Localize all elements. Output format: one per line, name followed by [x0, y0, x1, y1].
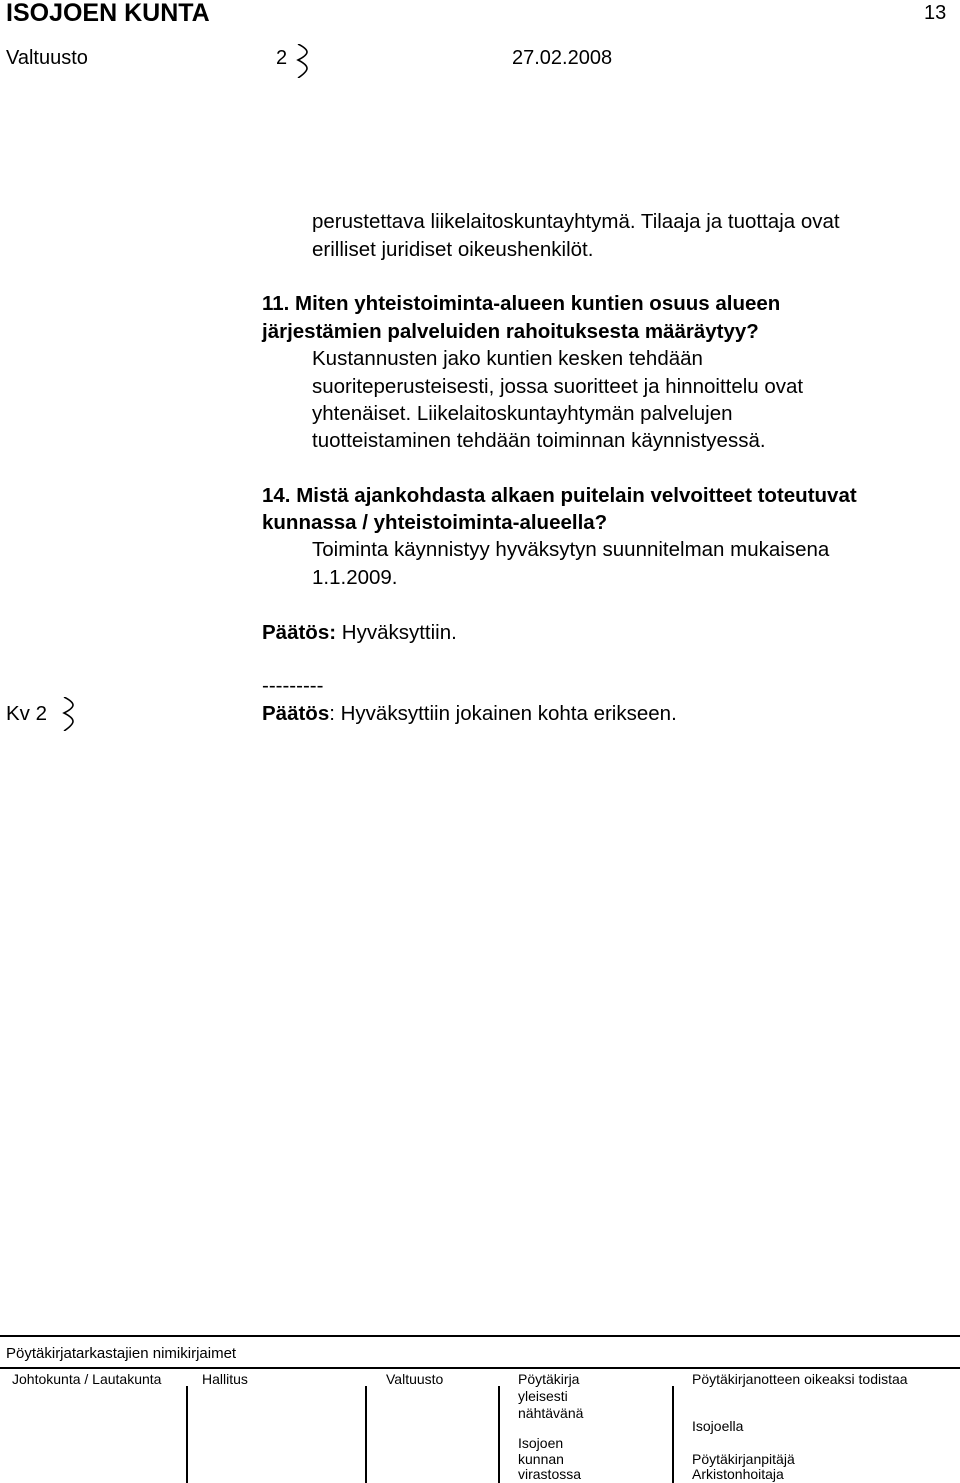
meeting-body: Valtuusto [6, 47, 88, 69]
decision-1-label: Päätös: [262, 621, 337, 644]
page-number: 13 [924, 2, 947, 24]
intro-line-1: perustettava liikelaitoskuntayhtymä. Tilaaja ja tuottaja ovat [312, 210, 840, 233]
answer-11-line-3: yhtenäiset. Liikelaitoskuntayhtymän palvelujen [312, 402, 733, 425]
decision-2-text: : Hyväksyttiin jokainen kohta erikseen. [329, 702, 677, 725]
footer-col-public-line-6: virastossa [518, 1466, 582, 1482]
question-11-line-1: 11. Miten yhteistoiminta-alueen kuntien osuus alueen [262, 292, 781, 315]
question-14-line-1: 14. Mistä ajankohdasta alkaen puitelain velvoitteet toteutuvat [262, 484, 857, 507]
footer-col-public-line-3: nähtävänä [518, 1405, 584, 1421]
footer-initials-label: Pöytäkirjatarkastajien nimikirjaimet [6, 1345, 237, 1362]
answer-11-line-4: tuotteistaminen tehdään toiminnan käynnistyessä. [312, 429, 766, 452]
footer-divider [186, 1386, 188, 1483]
answer-14-line-1: Toiminta käynnistyy hyväksytyn suunnitelman mukaisena [312, 538, 830, 561]
meeting-date: 27.02.2008 [512, 47, 613, 69]
footer-col-board: Hallitus [202, 1371, 248, 1387]
footer-col-public-line-4: Isojoen [518, 1435, 564, 1451]
answer-14-line-2: 1.1.2009. [312, 566, 398, 589]
footer-col-certify-line-3: Pöytäkirjanpitäjä [692, 1451, 795, 1467]
footer-divider [498, 1386, 500, 1483]
decision-1-text: Hyväksyttiin. [336, 621, 457, 644]
intro-line-2: erilliset juridiset oikeushenkilöt. [312, 238, 594, 261]
footer-col-public-line-5: kunnan [518, 1451, 564, 1467]
municipality-name: ISOJOEN KUNTA [6, 0, 210, 27]
decision-1 [262, 619, 457, 647]
footer-mid-rule [0, 1367, 960, 1369]
footer-top-rule [0, 1335, 960, 1337]
question-14-line-2: kunnassa / yhteistoiminta-alueella? [262, 511, 608, 534]
section-sign-icon [62, 697, 76, 731]
item-number: 2 [276, 47, 288, 69]
separator: --------- [262, 674, 324, 697]
footer-col-certify-line-2: Isojoella [692, 1418, 744, 1434]
footer-col-committee: Johtokunta / Lautakunta [12, 1371, 162, 1387]
answer-11-line-1: Kustannusten jako kuntien kesken tehdään [312, 347, 703, 370]
decision-2-label: Päätös [262, 702, 330, 725]
section-sign-icon [296, 44, 310, 78]
footer-col-public-line-1: Pöytäkirja [518, 1371, 580, 1387]
question-11-line-2: järjestämien palveluiden rahoituksesta määräytyy? [262, 320, 759, 343]
answer-11-line-2: suoriteperusteisesti, jossa suoritteet ja hinnoittelu ovat [312, 375, 804, 398]
footer-col-certify-line-4: Arkistonhoitaja [692, 1466, 784, 1482]
footer-col-council: Valtuusto [386, 1371, 444, 1387]
footer-col-public-line-2: yleisesti [518, 1388, 568, 1404]
decision-2 [262, 700, 677, 728]
footer-col-certify-line-1: Pöytäkirjanotteen oikeaksi todistaa [692, 1371, 908, 1387]
footer-divider [672, 1386, 674, 1483]
footer-divider [365, 1386, 367, 1483]
kv-label: Kv 2 [6, 702, 48, 725]
